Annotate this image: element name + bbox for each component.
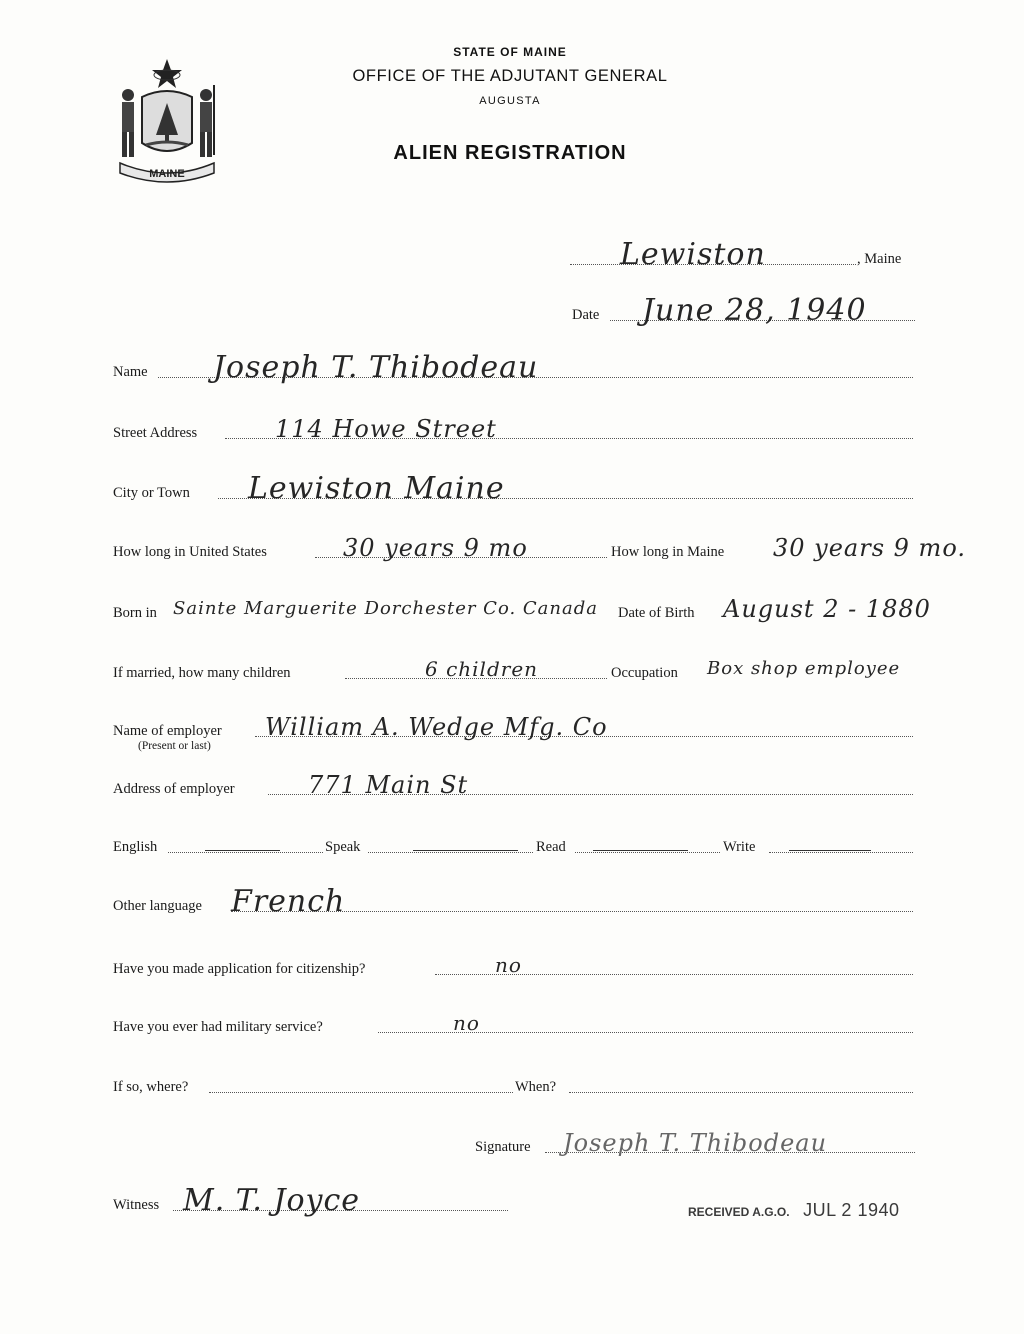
date-row	[572, 293, 917, 328]
language-value: French	[231, 884, 346, 919]
employer-address-value: 771 Main St	[308, 771, 469, 799]
service-row	[113, 1078, 913, 1096]
maine-residency-value: 30 years 9 mo.	[773, 534, 966, 562]
office-heading: OFFICE OF THE ADJUTANT GENERAL	[352, 67, 668, 85]
street-row	[113, 415, 913, 443]
where-label: If so, where?	[113, 1079, 189, 1095]
employer-label: Name of employer	[113, 723, 222, 739]
employer-address-label: Address of employer	[113, 781, 235, 797]
citizenship-row	[113, 953, 913, 978]
military-value: no	[453, 1011, 480, 1035]
when-label: When?	[515, 1079, 557, 1095]
street-value: 114 Howe Street	[275, 415, 497, 443]
children-label: If married, how many children	[113, 665, 291, 681]
english-row	[113, 838, 913, 856]
received-stamp-date: JUL 2 1940	[803, 1200, 900, 1220]
language-label: Other language	[113, 898, 202, 914]
street-label: Street Address	[113, 425, 198, 441]
name-label: Name	[113, 364, 148, 380]
signature-label: Signature	[475, 1139, 531, 1155]
us-label: How long in United States	[113, 544, 267, 560]
dob-value: August 2 - 1880	[723, 595, 931, 623]
employer-address-row	[113, 771, 913, 799]
family-row	[113, 657, 933, 682]
maine-residency-label: How long in Maine	[611, 544, 725, 560]
city-heading: AUGUSTA	[479, 95, 541, 107]
write-label: Write	[723, 839, 756, 855]
birth-row	[113, 595, 963, 623]
name-value: Joseph T. Thibodeau	[213, 350, 539, 385]
town-row	[570, 237, 915, 272]
received-stamp	[688, 1200, 900, 1221]
us-value: 30 years 9 mo	[343, 534, 528, 562]
occupation-value: Box shop employee	[707, 658, 901, 679]
employer-row	[113, 713, 913, 741]
language-row	[113, 884, 913, 919]
occupation-label: Occupation	[611, 665, 678, 681]
city-value: Lewiston Maine	[248, 471, 505, 506]
born-label: Born in	[113, 605, 157, 621]
name-row	[113, 350, 913, 385]
seal-label: MAINE	[149, 168, 185, 180]
city-row	[113, 471, 913, 506]
signature-row	[475, 1129, 915, 1157]
employer-sublabel: (Present or last)	[138, 740, 211, 752]
residency-row	[113, 534, 966, 562]
state-heading: STATE OF MAINE	[453, 45, 567, 59]
employer-value: William A. Wedge Mfg. Co	[265, 713, 608, 741]
received-stamp-label: RECEIVED A.G.O.	[688, 1205, 790, 1219]
speak-label: Speak	[325, 839, 361, 855]
town-value: Lewiston	[620, 237, 766, 272]
maine-label: , Maine	[857, 251, 902, 267]
military-row	[113, 1011, 913, 1036]
read-label: Read	[536, 839, 566, 855]
date-label: Date	[572, 307, 600, 323]
children-value: 6 children	[425, 657, 539, 681]
english-label: English	[113, 839, 158, 855]
military-label: Have you ever had military service?	[113, 1019, 323, 1035]
signature-value: Joseph T. Thibodeau	[563, 1129, 828, 1157]
born-value: Sainte Marguerite Dorchester Co. Canada	[173, 598, 598, 619]
witness-label: Witness	[113, 1197, 160, 1213]
form-title: ALIEN REGISTRATION	[393, 142, 627, 164]
date-value: June 28, 1940	[642, 293, 867, 328]
witness-value: M. T. Joyce	[183, 1183, 361, 1218]
maine-state-seal-icon	[110, 55, 225, 185]
city-label: City or Town	[113, 485, 190, 501]
citizenship-label: Have you made application for citizenship?	[113, 961, 366, 977]
witness-row	[113, 1183, 508, 1218]
dob-label: Date of Birth	[618, 605, 695, 621]
citizenship-value: no	[495, 953, 522, 977]
